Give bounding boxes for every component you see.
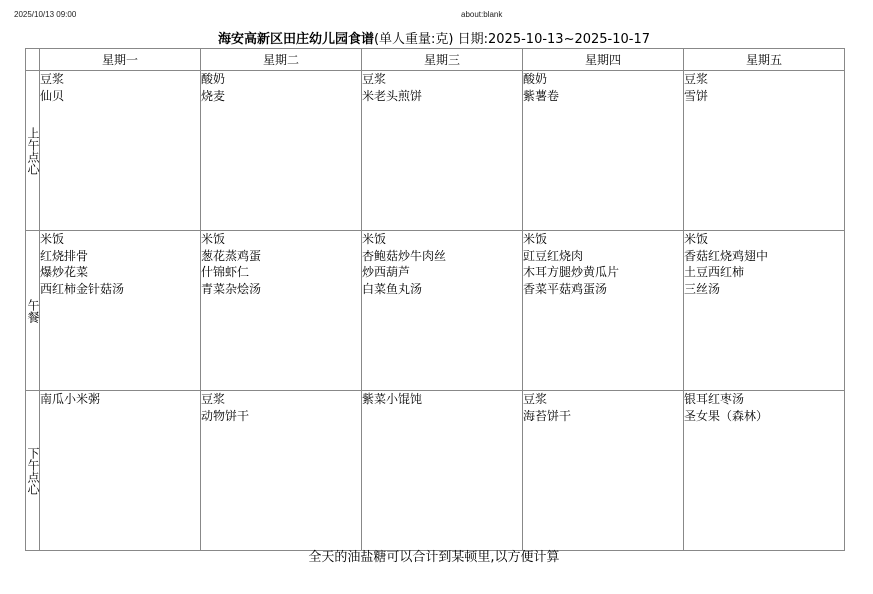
footnote: 全天的油盐糖可以合计到某顿里,以方便计算 <box>308 550 560 565</box>
dish-item: 海苔饼干 <box>523 408 572 423</box>
dish-item: 仙贝 <box>40 88 65 103</box>
dish-item: 香菇红烧鸡翅中 <box>684 248 769 263</box>
meal-cell <box>201 71 362 231</box>
dish-item: 酸奶 <box>523 72 548 86</box>
menu-title-date: (单人重量:克) 日期:2025-10-13~2025-10-17 <box>373 32 651 47</box>
meal-label: 午餐 <box>26 231 40 391</box>
dish-item: 杏鲍菇炒牛肉丝 <box>362 248 447 263</box>
menu-title-main: 海安高新区田庄幼儿园食谱 <box>217 32 374 47</box>
meal-cell <box>684 391 845 551</box>
dish-item: 什锦虾仁 <box>201 265 250 279</box>
dish-item: 西红柿金针菇汤 <box>40 281 125 296</box>
menu-table <box>25 48 845 551</box>
dish-item: 豆浆 <box>684 72 709 86</box>
dish-item: 圣女果（森林） <box>684 408 769 423</box>
meal-cell <box>362 71 523 231</box>
dish-item: 米饭 <box>362 232 387 246</box>
dish-item: 紫薯卷 <box>523 88 560 103</box>
meal-cell <box>684 71 845 231</box>
dish-item: 酸奶 <box>201 72 226 86</box>
dish-item: 豇豆红烧肉 <box>523 248 584 263</box>
day-header: 星期二 <box>201 49 362 71</box>
dish-item: 米饭 <box>201 232 226 246</box>
print-datetime: 2025/10/13 09:00 <box>14 10 77 19</box>
day-header: 星期五 <box>684 49 845 71</box>
meal-cell <box>684 231 845 391</box>
day-header-row <box>26 49 845 71</box>
dish-item: 三丝汤 <box>684 281 721 296</box>
dish-item: 米老头煎饼 <box>362 88 423 103</box>
meal-row-afternoon-snack <box>26 391 845 551</box>
meal-cell <box>523 391 684 551</box>
meal-cell <box>40 231 201 391</box>
dish-item: 木耳方腿炒黄瓜片 <box>523 265 620 279</box>
dish-item: 青菜杂烩汤 <box>201 281 262 296</box>
menu-title <box>0 32 868 48</box>
dish-item: 红烧排骨 <box>40 248 89 263</box>
dish-item: 米饭 <box>684 232 709 246</box>
dish-item: 豆浆 <box>40 72 65 86</box>
dish-item: 南瓜小米粥 <box>40 392 101 406</box>
dish-item: 豆浆 <box>362 72 387 86</box>
dish-item: 烧麦 <box>201 88 226 103</box>
dish-item: 香菜平菇鸡蛋汤 <box>523 281 608 296</box>
dish-item: 爆炒花菜 <box>40 265 89 279</box>
meal-cell <box>201 391 362 551</box>
dish-item: 葱花蒸鸡蛋 <box>201 248 262 263</box>
meal-label: 下午点心 <box>26 391 40 551</box>
day-header: 星期三 <box>362 49 523 71</box>
corner-cell <box>26 49 40 71</box>
dish-item: 豆浆 <box>201 392 226 406</box>
dish-item: 紫菜小馄饨 <box>362 392 423 406</box>
day-header: 星期四 <box>523 49 684 71</box>
dish-item: 雪饼 <box>684 88 709 103</box>
meal-cell <box>362 231 523 391</box>
meal-cell <box>523 71 684 231</box>
meal-cell <box>523 231 684 391</box>
dish-item: 银耳红枣汤 <box>684 392 745 406</box>
meal-cell <box>40 71 201 231</box>
print-url: about:blank <box>461 10 503 19</box>
meal-cell <box>201 231 362 391</box>
dish-item: 米饭 <box>40 232 65 246</box>
meal-cell <box>362 391 523 551</box>
dish-item: 豆浆 <box>523 392 548 406</box>
dish-item: 炒西葫芦 <box>362 265 411 279</box>
day-header: 星期一 <box>40 49 201 71</box>
dish-item: 米饭 <box>523 232 548 246</box>
dish-item: 动物饼干 <box>201 408 250 423</box>
meal-cell <box>40 391 201 551</box>
meal-row-lunch <box>26 231 845 391</box>
meal-row-morning-snack <box>26 71 845 231</box>
dish-item: 白菜鱼丸汤 <box>362 281 423 296</box>
dish-item: 土豆西红柿 <box>684 265 745 279</box>
meal-label: 上午点心 <box>26 71 40 231</box>
